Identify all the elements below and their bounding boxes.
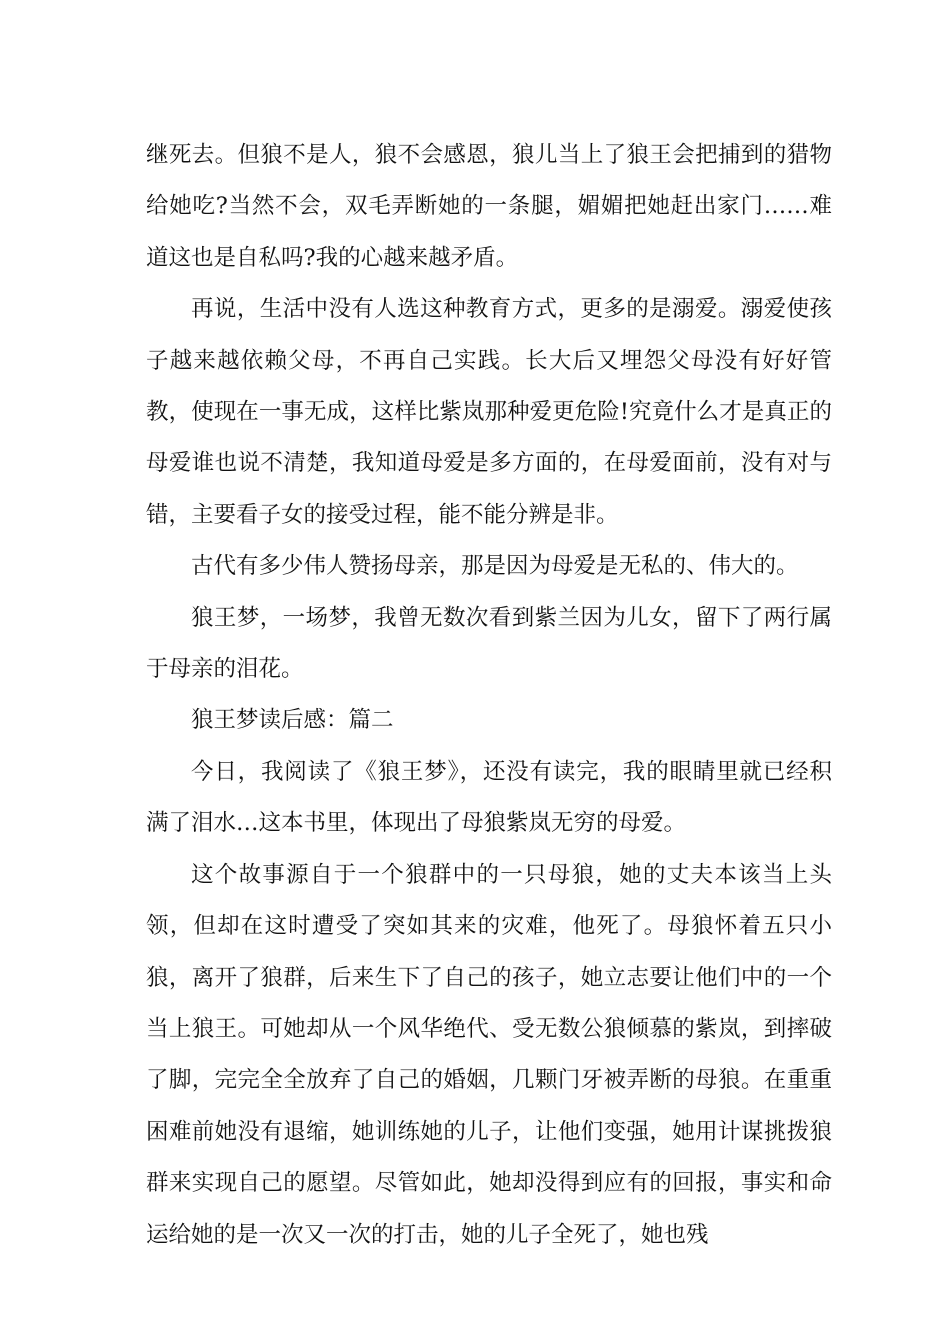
- paragraph: 这个故事源自于一个狼群中的一只母狼，她的丈夫本该当上头领，但却在这时遭受了突如其来的灾难，他死了。母狼怀着五只小狼，离开了狼群，后来生下了自己的孩子，她立志要让他们中的一个当上狼王。可她却从一个风华绝代、受无数公狼倾慕的紫岚，到摔破了脚，完完全全放弃了自己的婚姻，几颗门牙被弄断的母狼。在重重困难前她没有退缩，她训练她的儿子，让他们变强，她用计谋挑拨狼群来实现自己的愿望。尽管如此，她却没得到应有的回报，事实和命运给她的是一次又一次的打击，她的儿子全死了，她也残: [146, 861, 832, 1248]
- paragraph-continued: 继死去。但狼不是人，狼不会感恩，狼儿当上了狼王会把捕到的猎物给她吃?当然不会，双毛弄断她的一条腿，媚媚把她赶出家门……难道这也是自私吗?我的心越来越矛盾。: [146, 142, 832, 271]
- document-body: [146, 130, 832, 1261]
- paragraph: 再说，生活中没有人选这种教育方式，更多的是溺爱。溺爱使孩子越来越依赖父母，不再自己实践。长大后又埋怨父母没有好好管教，使现在一事无成，这样比紫岚那种爱更危险!究竟什么才是真正的母爱谁也说不清楚，我知道母爱是多方面的，在母爱面前，没有对与错，主要看子女的接受过程，能不能分辨是非。: [146, 296, 832, 528]
- paragraph: 古代有多少伟人赞扬母亲，那是因为母爱是无私的、伟大的。: [191, 553, 799, 580]
- paragraph: 今日，我阅读了《狼王梦》，还没有读完，我的眼睛里就已经积满了泪水…这本书里，体现出了母狼紫岚无穷的母爱。: [146, 758, 832, 837]
- section-heading: 狼王梦读后感：篇二: [191, 707, 394, 734]
- paragraph: 狼王梦，一场梦，我曾无数次看到紫兰因为儿女，留下了两行属于母亲的泪花。: [146, 604, 832, 683]
